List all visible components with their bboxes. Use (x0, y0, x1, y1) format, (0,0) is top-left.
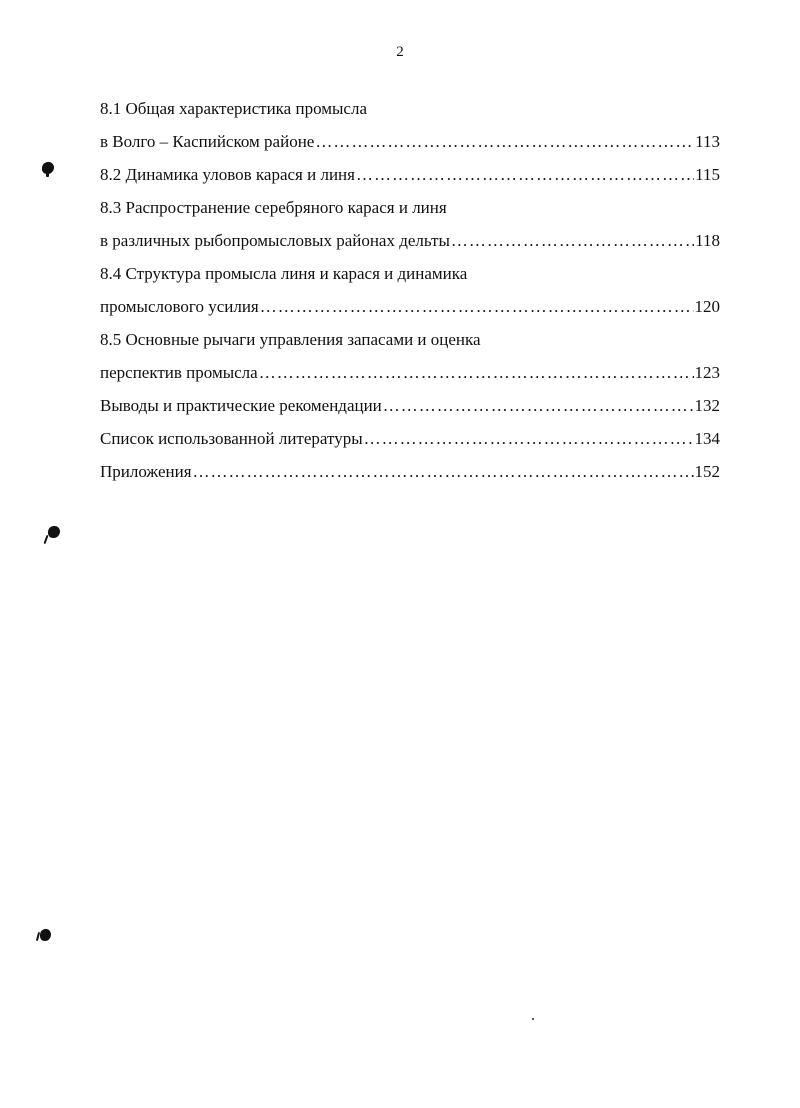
dot-leader (383, 389, 694, 422)
toc-entry-text: Приложения (100, 462, 192, 481)
toc-entry-text: 8.2 Динамика уловов карася и линя (100, 165, 355, 184)
toc-entry-8-5-title (100, 323, 720, 356)
toc-entry-conclusions (100, 389, 720, 422)
ink-blot-mark-stem (46, 171, 49, 177)
toc-page-number: 115 (695, 165, 720, 184)
toc-entry-text: Список использованной литературы (100, 429, 363, 448)
toc-entry-8-3-title (100, 191, 720, 224)
toc-page-number: 113 (695, 132, 720, 151)
dot-leader (364, 422, 694, 455)
toc-entry-text: Выводы и практические рекомендации (100, 396, 382, 415)
dot-leader (193, 455, 694, 488)
toc-entry-8-5 (100, 356, 720, 389)
toc-page-number: 132 (694, 396, 720, 415)
dot-leader (259, 356, 694, 389)
page-number: 2 (396, 44, 404, 60)
ink-speck (532, 1018, 534, 1020)
toc-page-number: 118 (695, 231, 720, 250)
toc-entry-text: 8.1 Общая характеристика промысла (100, 99, 368, 118)
toc-entry-8-3 (100, 224, 720, 257)
toc-entry-text: 8.3 Распространение серебряного карася и линя (100, 198, 447, 217)
toc-entry-8-1 (100, 125, 720, 158)
toc-entry-8-2 (100, 158, 720, 191)
toc-entry-8-4-title (100, 257, 720, 290)
table-of-contents (100, 92, 720, 488)
toc-entry-text: 8.4 Структура промысла линя и карася и динамика (100, 264, 468, 283)
dot-leader (356, 158, 694, 191)
toc-page-number: 134 (694, 429, 720, 448)
toc-entry-appendices (100, 455, 720, 488)
ink-blot-mark (40, 929, 51, 941)
toc-entry-8-4 (100, 290, 720, 323)
toc-entry-text: 8.5 Основные рычаги управления запасами и оценка (100, 330, 481, 349)
toc-page-number: 123 (694, 363, 720, 382)
dot-leader (315, 125, 694, 158)
toc-entry-text: перспектив промысла (100, 363, 258, 382)
toc-entry-text: промыслового усилия (100, 297, 259, 316)
toc-page-number: 120 (694, 297, 720, 316)
ink-blot-mark (48, 526, 60, 538)
ink-blot-mark-tail (44, 535, 49, 544)
toc-entry-8-1-title (100, 92, 720, 125)
dot-leader (260, 290, 694, 323)
toc-entry-references (100, 422, 720, 455)
toc-entry-text: в различных рыбопромысловых районах дельты (100, 231, 450, 250)
toc-entry-text: в Волго – Каспийском районе (100, 132, 315, 151)
toc-page-number: 152 (694, 462, 720, 481)
dot-leader (451, 224, 694, 257)
